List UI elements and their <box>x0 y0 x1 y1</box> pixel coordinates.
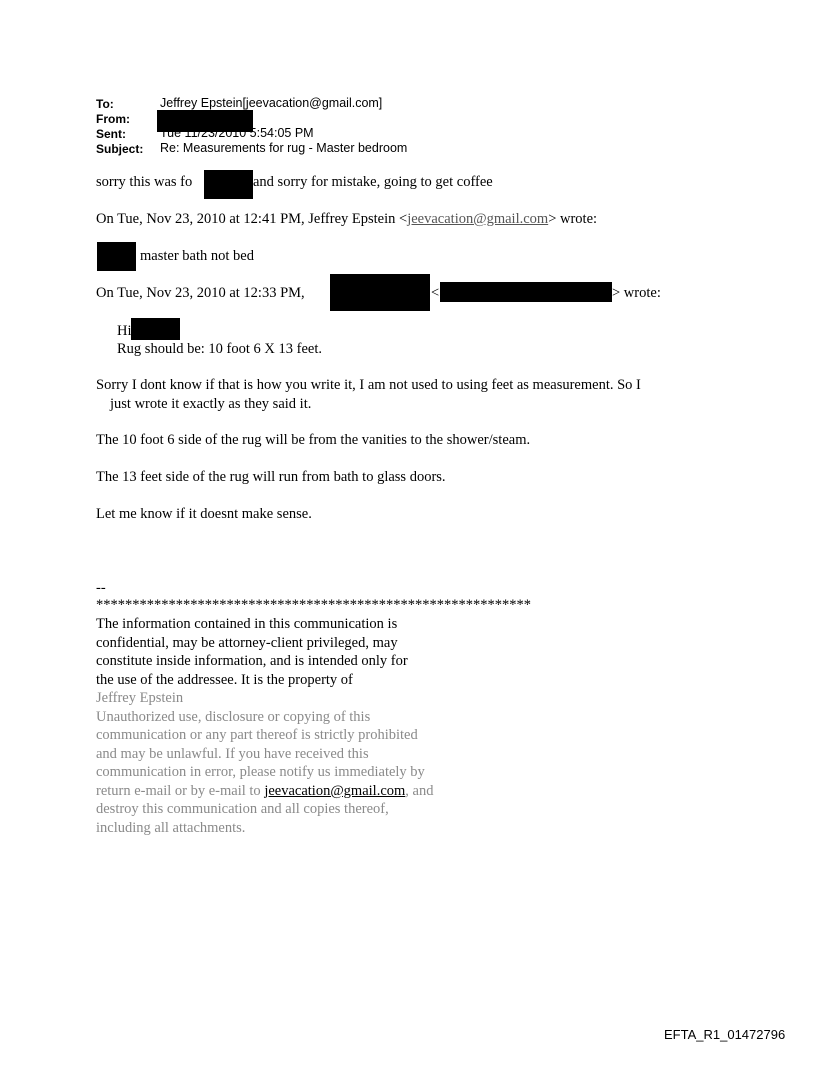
greeting-hi: Hi <box>117 323 132 339</box>
sent-value: Tue 11/23/2010 5:54:05 PM <box>160 126 314 140</box>
rug-size-line: Rug should be: 10 foot 6 X 13 feet. <box>117 341 322 357</box>
side-13-line: The 13 feet side of the rug will run from bath to glass doors. <box>96 469 446 485</box>
quote1-email-link[interactable]: jeevacation@gmail.com <box>407 211 549 227</box>
redaction-recipient-name <box>204 170 253 199</box>
disclaimer-return-line <box>96 782 433 801</box>
disclaimer-block <box>96 615 433 837</box>
return-prefix: return e-mail or by e-mail to <box>96 782 265 799</box>
redaction-bath-name <box>97 242 136 271</box>
sent-label: Sent: <box>96 127 126 141</box>
disclaimer-line: communication in error, please notify us immediately by <box>96 764 425 780</box>
quote2-suffix: > wrote: <box>612 285 661 301</box>
subject-value: Re: Measurements for rug - Master bedroom <box>160 141 408 155</box>
return-email-link[interactable]: jeevacation@gmail.com <box>264 782 406 799</box>
disclaimer-line: including all attachments. <box>96 819 246 836</box>
signature-dashes: -- <box>96 580 106 596</box>
return-suffix: , and <box>405 782 434 799</box>
sorry-line-2: just wrote it exactly as they said it. <box>110 396 312 412</box>
document-id: EFTA_R1_01472796 <box>664 1027 786 1042</box>
subject-label: Subject: <box>96 142 144 156</box>
disclaimer-line: The information contained in this communication is <box>96 616 398 632</box>
redaction-sender-name <box>330 274 430 311</box>
disclaimer-line: and may be unlawful. If you have received this <box>96 745 369 762</box>
from-label: From: <box>96 112 130 126</box>
signature-stars: ************************************************************ <box>96 597 531 613</box>
quote2-prefix: On Tue, Nov 23, 2010 at 12:33 PM, <box>96 285 305 301</box>
disclaimer-line: the use of the addressee. It is the property of <box>96 671 353 688</box>
disclaimer-line: Jeffrey Epstein <box>96 690 184 706</box>
redaction-greeting-name <box>131 318 180 340</box>
make-sense-line: Let me know if it doesnt make sense. <box>96 506 312 522</box>
disclaimer-line: constitute inside information, and is intended only for <box>96 653 408 669</box>
disclaimer-line: communication or any part thereof is strictly prohibited <box>96 727 418 743</box>
side-10-line: The 10 foot 6 side of the rug will be from the vanities to the shower/steam. <box>96 432 531 448</box>
to-label: To: <box>96 97 114 111</box>
disclaimer-line: confidential, may be attorney-client privileged, may <box>96 634 398 651</box>
quote1-prefix: On Tue, Nov 23, 2010 at 12:41 PM, Jeffrey Epstein < <box>96 211 408 227</box>
disclaimer-line: destroy this communication and all copies thereof, <box>96 801 389 817</box>
quote-header-1 <box>96 211 597 228</box>
sorry-line-1: Sorry I dont know if that is how you write it, I am not used to using feet as measurement. So I <box>96 377 641 393</box>
to-value: Jeffrey Epstein[jeevacation@gmail.com] <box>160 96 383 110</box>
bath-line: master bath not bed <box>140 248 254 264</box>
disclaimer-line: Unauthorized use, disclosure or copying of this <box>96 708 371 725</box>
quote2-lt: < <box>431 285 440 301</box>
body-line-1a: sorry this was fo <box>96 174 193 190</box>
quote1-suffix: > wrote: <box>548 211 598 227</box>
redaction-sender-email <box>440 282 612 302</box>
body-line-1b: and sorry for mistake, going to get coffee <box>253 174 493 190</box>
